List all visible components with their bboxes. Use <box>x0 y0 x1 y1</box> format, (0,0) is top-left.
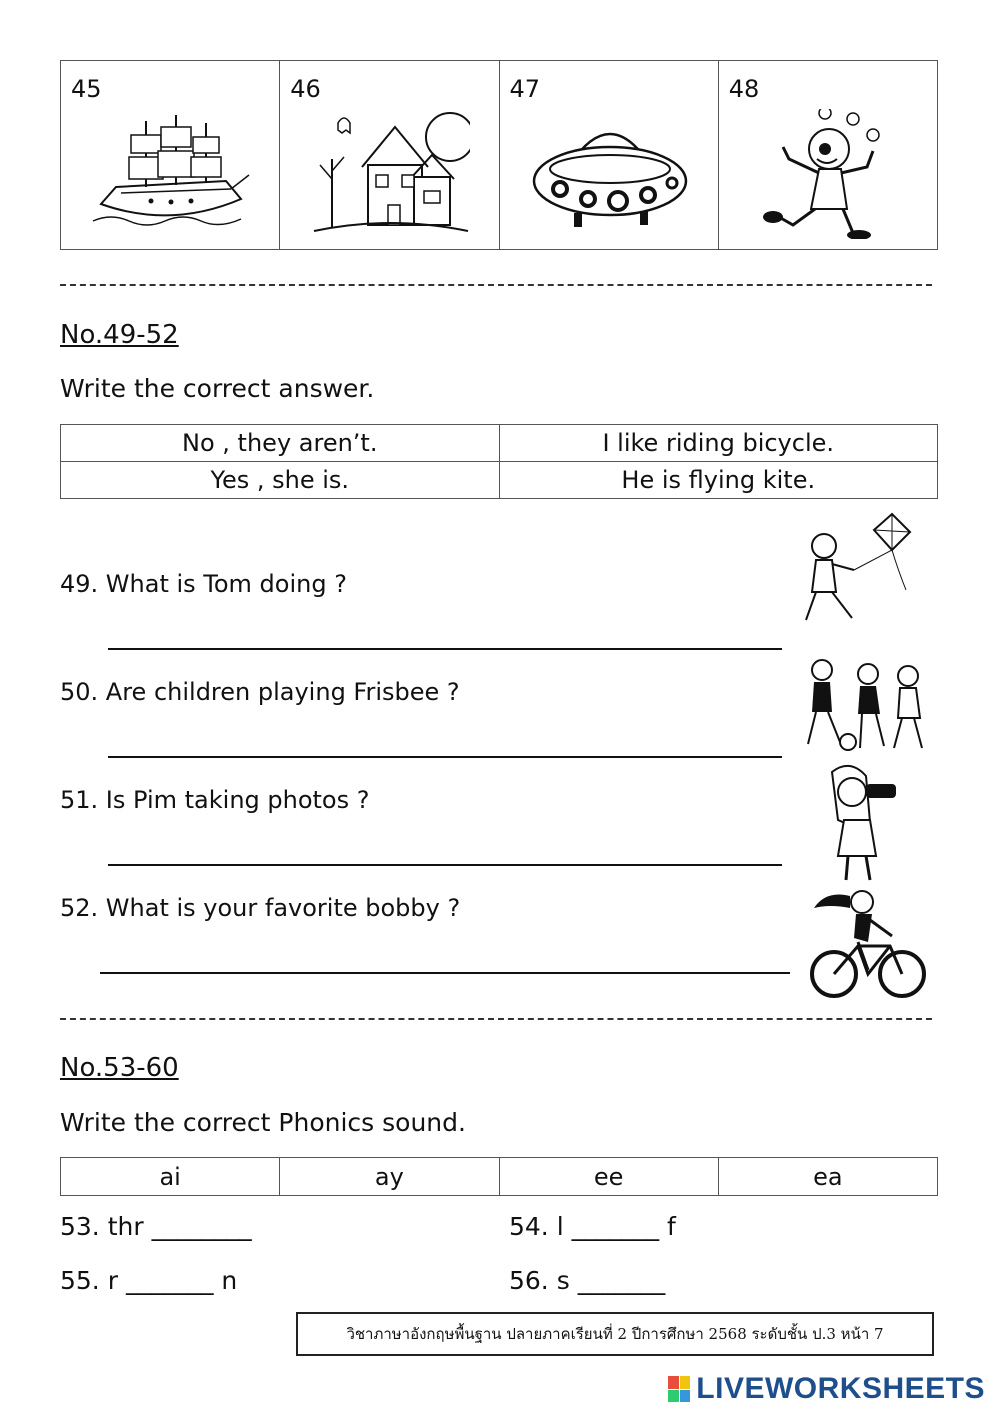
section-heading: No.53-60 <box>60 1053 179 1083</box>
picture-cell-45 <box>61 61 280 250</box>
dashed-divider <box>60 1018 932 1020</box>
phonics-item-54 <box>509 1212 676 1241</box>
phonics-sound: ai <box>61 1158 280 1196</box>
answer-line-49[interactable] <box>108 648 782 650</box>
answer-blank[interactable]: _______ <box>577 1266 666 1295</box>
picture-cell-47 <box>499 61 718 250</box>
phonics-sound: ea <box>718 1158 937 1196</box>
ship-icon <box>91 109 251 239</box>
clown-icon <box>749 109 909 239</box>
answer-choice: Yes , she is. <box>61 462 500 499</box>
item-prefix: 54. l <box>509 1212 572 1241</box>
answer-line-51[interactable] <box>108 864 782 866</box>
picture-number: 47 <box>509 75 541 103</box>
answer-choice: No , they aren’t. <box>61 425 500 462</box>
phonics-item-53 <box>60 1212 252 1241</box>
item-suffix: f <box>659 1212 676 1241</box>
item-suffix: n <box>213 1266 238 1295</box>
picture-cell-48 <box>718 61 937 250</box>
phonics-item-55 <box>60 1266 237 1295</box>
answer-line-52[interactable] <box>100 972 790 974</box>
phonics-item-56 <box>509 1266 665 1295</box>
liveworksheets-brand[interactable] <box>668 1372 985 1406</box>
page-footer <box>296 1312 934 1356</box>
picture-number: 45 <box>71 75 102 103</box>
section-instruction: Write the correct answer. <box>60 374 375 403</box>
ufo-icon <box>530 109 690 239</box>
answer-blank[interactable]: ________ <box>151 1212 252 1241</box>
section-heading: No.49-52 <box>60 320 179 350</box>
answer-choice: I like riding bicycle. <box>499 425 938 462</box>
picture-number: 46 <box>290 75 321 103</box>
answer-blank[interactable]: _______ <box>571 1212 660 1241</box>
phonics-sound: ay <box>280 1158 499 1196</box>
boy-flying-kite-icon <box>800 510 930 630</box>
phonics-sound: ee <box>499 1158 718 1196</box>
question-49: 49. What is Tom doing ? <box>60 570 347 598</box>
section-instruction: Write the correct Phonics sound. <box>60 1108 466 1137</box>
item-prefix: 53. thr <box>60 1212 152 1241</box>
item-prefix: 56. s <box>509 1266 578 1295</box>
dashed-divider <box>60 284 932 286</box>
phonics-sounds-table <box>60 1157 938 1196</box>
girl-riding-bicycle-icon <box>806 886 936 1006</box>
girl-with-binoculars-icon <box>810 762 940 882</box>
item-prefix: 55. r <box>60 1266 126 1295</box>
answer-line-50[interactable] <box>108 756 782 758</box>
picture-cell-46 <box>280 61 499 250</box>
question-51: 51. Is Pim taking photos ? <box>60 786 370 814</box>
picture-table <box>60 60 938 250</box>
answer-choices-table <box>60 424 938 499</box>
answer-choice: He is flying kite. <box>499 462 938 499</box>
question-50: 50. Are children playing Frisbee ? <box>60 678 460 706</box>
children-playing-ball-icon <box>800 648 930 768</box>
brand-name: LIVEWORKSHEETS <box>696 1372 985 1405</box>
question-52: 52. What is your favorite bobby ? <box>60 894 461 922</box>
picture-number: 48 <box>728 75 760 103</box>
answer-blank[interactable]: _______ <box>125 1266 214 1295</box>
haunted-house-icon <box>310 109 470 239</box>
footer-text: วิชาภาษาอังกฤษพื้นฐาน ปลายภาคเรียนที่ 2 ปีการศึกษา 2568 ระดับชั้น ป.3 หน้า 7 <box>346 1325 884 1343</box>
brand-logo-icon <box>668 1376 690 1402</box>
